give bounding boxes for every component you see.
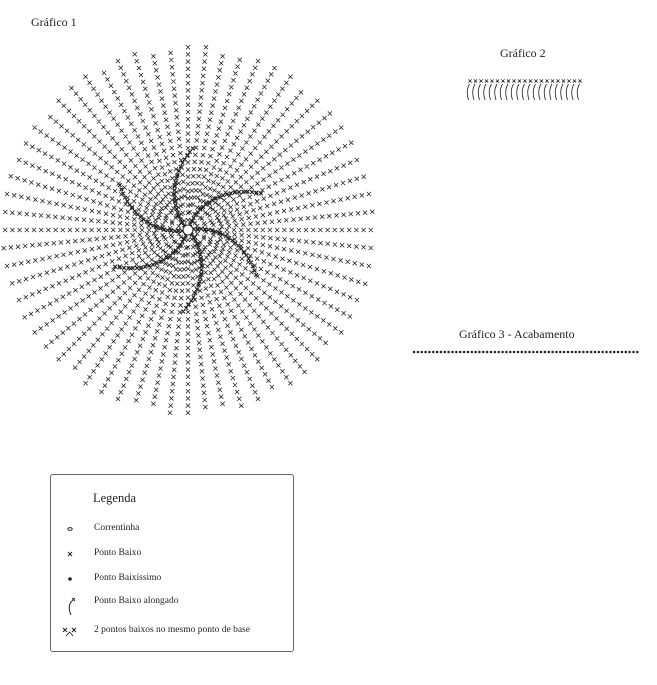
slip-stitch-dot bbox=[594, 351, 597, 354]
slip-stitch-dot bbox=[413, 351, 416, 354]
slip-stitch-dot bbox=[455, 351, 458, 354]
slip-stitch-dot bbox=[532, 351, 535, 354]
legend-label: Ponto Baixíssimo bbox=[94, 573, 162, 583]
chain-icon bbox=[59, 522, 81, 538]
slip-stitch-icon bbox=[59, 572, 81, 588]
slip-stitch-dot bbox=[574, 351, 577, 354]
slip-stitch-dot bbox=[420, 351, 423, 354]
slip-stitch-dot bbox=[563, 351, 566, 354]
slip-stitch-dot bbox=[474, 351, 477, 354]
legend-label: Correntinha bbox=[94, 523, 140, 533]
slip-stitch-dot bbox=[517, 351, 520, 354]
legend-item-long-single-crochet bbox=[51, 595, 291, 619]
slip-stitch-dot bbox=[586, 351, 589, 354]
chart-2-strip bbox=[467, 79, 581, 100]
slip-stitch-dot bbox=[613, 351, 616, 354]
legend-item-single-crochet bbox=[51, 547, 291, 563]
slip-stitch-dot bbox=[528, 351, 531, 354]
slip-stitch-dot bbox=[436, 351, 439, 354]
increase-icon bbox=[59, 624, 81, 640]
slip-stitch-dot bbox=[486, 351, 489, 354]
long-single-crochet-row bbox=[467, 79, 581, 100]
slip-stitch-dot bbox=[467, 351, 470, 354]
slip-stitch-dot bbox=[501, 351, 504, 354]
slip-stitch-dot bbox=[459, 351, 462, 354]
slip-stitch-dot bbox=[609, 351, 612, 354]
slip-stitch-dot bbox=[444, 351, 447, 354]
slip-stitch-dot bbox=[463, 351, 466, 354]
long-single-crochet-icon bbox=[59, 595, 81, 619]
slip-stitch-dot bbox=[524, 351, 527, 354]
slip-stitch-dot bbox=[505, 351, 508, 354]
legend-label: Ponto Baixo alongado bbox=[94, 596, 179, 606]
slip-stitch-dot bbox=[617, 351, 620, 354]
slip-stitch-dot bbox=[494, 351, 497, 354]
chart-1-title: Gráfico 1 bbox=[31, 15, 77, 29]
slip-stitch-dot bbox=[417, 351, 420, 354]
slip-stitch-dot bbox=[471, 351, 474, 354]
slip-stitch-dot bbox=[482, 351, 485, 354]
slip-stitch-dot bbox=[490, 351, 493, 354]
slip-stitch-dot bbox=[428, 351, 431, 354]
slip-stitch-dot bbox=[621, 351, 624, 354]
slip-stitch-dot bbox=[440, 351, 443, 354]
slip-stitch-dot bbox=[578, 351, 581, 354]
chart-3-finishing-row bbox=[413, 351, 639, 354]
chart-2-title: Gráfico 2 bbox=[500, 46, 546, 60]
slip-stitch-dot bbox=[601, 351, 604, 354]
slip-stitch-dot bbox=[540, 351, 543, 354]
magic-ring-icon bbox=[183, 225, 193, 235]
slip-stitch-dot bbox=[497, 351, 500, 354]
slip-stitch-dot bbox=[567, 351, 570, 354]
slip-stitch-dot bbox=[424, 351, 427, 354]
slip-stitch-dot bbox=[432, 351, 435, 354]
slip-stitch-dot bbox=[605, 351, 608, 354]
legend-item-increase bbox=[51, 624, 291, 640]
slip-stitch-dot bbox=[548, 351, 551, 354]
slip-stitch-dot bbox=[451, 351, 454, 354]
slip-stitch-dot bbox=[636, 351, 639, 354]
slip-stitch-dot bbox=[628, 351, 631, 354]
slip-stitch-dot bbox=[559, 351, 562, 354]
slip-stitch-dot bbox=[513, 351, 516, 354]
legend-label: 2 pontos baixos no mesmo ponto de base bbox=[94, 625, 250, 635]
slip-stitch-dot bbox=[521, 351, 524, 354]
slip-stitch-dot bbox=[632, 351, 635, 354]
legend-box bbox=[50, 474, 294, 652]
slip-stitch-dot bbox=[598, 351, 601, 354]
slip-stitch-dot bbox=[544, 351, 547, 354]
slip-stitch-dot bbox=[582, 351, 585, 354]
slip-stitch-dot bbox=[551, 351, 554, 354]
slip-stitch-dot bbox=[536, 351, 539, 354]
slip-stitch-dot bbox=[571, 351, 574, 354]
legend-title: Legenda bbox=[93, 491, 137, 505]
slip-stitch-dot bbox=[625, 351, 628, 354]
chart-3-title: Gráfico 3 - Acabamento bbox=[459, 327, 575, 341]
legend-item-chain bbox=[51, 522, 291, 538]
slip-stitch-dot bbox=[447, 351, 450, 354]
legend-item-slip-stitch bbox=[51, 572, 291, 588]
chart-1-circle bbox=[2, 45, 375, 415]
single-crochet-icon bbox=[59, 547, 81, 563]
slip-stitch-dot bbox=[590, 351, 593, 354]
slip-stitch-dot bbox=[509, 351, 512, 354]
slip-stitch-dot bbox=[478, 351, 481, 354]
slip-stitch-dot bbox=[555, 351, 558, 354]
legend-label: Ponto Baixo bbox=[94, 548, 142, 558]
